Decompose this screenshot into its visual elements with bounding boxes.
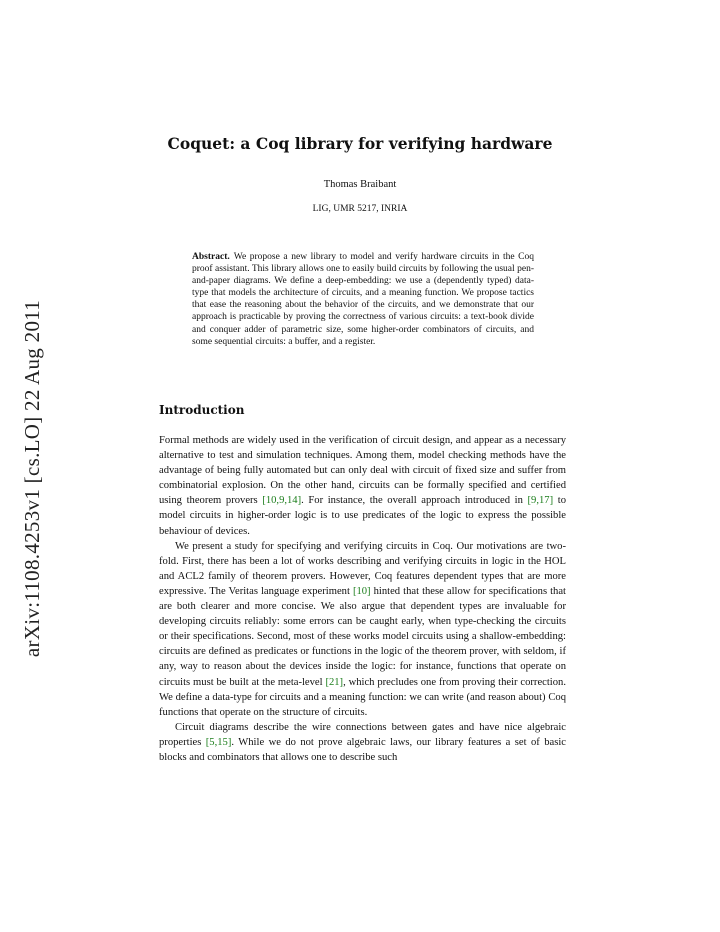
paper-title: Coquet: a Coq library for verifying hardware <box>167 134 553 153</box>
paragraph-2 <box>159 539 566 720</box>
paragraph-1-text-b: . For instance, the overall approach introduced in <box>301 495 528 507</box>
citation-link[interactable]: [10,9,14] <box>262 495 302 507</box>
paragraph-3-text-b: . While we do not prove algebraic laws, our library features a set of basic blocks and combinators that allows one to describe such <box>159 736 566 763</box>
arxiv-identifier <box>19 248 47 708</box>
paragraph-1-text-a: Formal methods are widely used in the verification of circuit design, and appear as a necessary alternative to test and simulation techniques. Among them, model checking methods have the advantage of being fully automated but can only deal with circuit of fixed size and suffer from combinatorial explosion. On the other hand, circuits can be formally specified and certified using theorem provers <box>159 435 566 507</box>
abstract-text: We propose a new library to model and verify hardware circuits in the Coq proof assistant. This library allows one to easily build circuits by following the usual pen-and-paper diagrams. We define a deep-embedding: we use a (dependently typed) data-type that models the architecture of circuits, and a meaning function. We propose tactics that ease the reasoning about the behavior of the circuits, and we demonstrate that our approach is practicable by proving the correctness of various circuits: a text-book divide and conquer adder of parametric size, some higher-order combinators of circuits, and some sequential circuits: a buffer, and a register. <box>192 252 534 347</box>
paragraph-1 <box>159 433 566 539</box>
citation-link[interactable]: [10] <box>352 585 371 597</box>
body-text <box>159 433 566 765</box>
author-name: Thomas Braibant <box>323 179 397 190</box>
paragraph-2-text-c: , which precludes one from proving their correction. We define a data-type for circuits and a meaning function: we can write (and reason about) Coq functions that operate on the structure of circuits. <box>159 676 566 718</box>
author-affiliation: LIG, UMR 5217, INRIA <box>312 204 408 214</box>
paragraph-3 <box>159 720 566 765</box>
citation-link[interactable]: [5,15] <box>205 736 232 748</box>
paragraph-1-text-c: to model circuits in higher-order logic is to use predicates of the logic to express the possible behaviour of devices. <box>159 495 566 537</box>
arxiv-identifier-text: arXiv:1108.4253v1 [cs.LO] 22 Aug 2011 <box>20 299 45 657</box>
paragraph-3-text-a: Circuit diagrams describe the wire connections between gates and have nice algebraic properties <box>159 721 566 748</box>
citation-link[interactable]: [9,17] <box>527 495 554 507</box>
abstract <box>192 251 534 348</box>
section-heading-introduction: Introduction <box>159 403 245 417</box>
abstract-label: Abstract. <box>192 252 230 262</box>
citation-link[interactable]: [21] <box>325 676 344 688</box>
paragraph-2-text-b: hinted that these allow for specifications that are both clearer and more concise. We also argue that dependent types are invaluable for developing circuits reliably: some errors can be caught early, when type-checking the circuits or their specifications. Second, most of these works model circuits using a shallow-embedding: circuits are defined as predicates or functions in the logic of the theorem prover, with seldom, if any, way to reason about the devices inside the logic: for instance, functions that operate on circuits must be built at the meta-level <box>159 585 566 688</box>
paragraph-2-text-a: We present a study for specifying and verifying circuits in Coq. Our motivations are two-fold. First, there has been a lot of works describing and verifying circuits in logic in the HOL and ACL2 family of theorem provers. However, Coq features dependent types that are more expressive. The Veritas language experiment <box>159 540 566 597</box>
